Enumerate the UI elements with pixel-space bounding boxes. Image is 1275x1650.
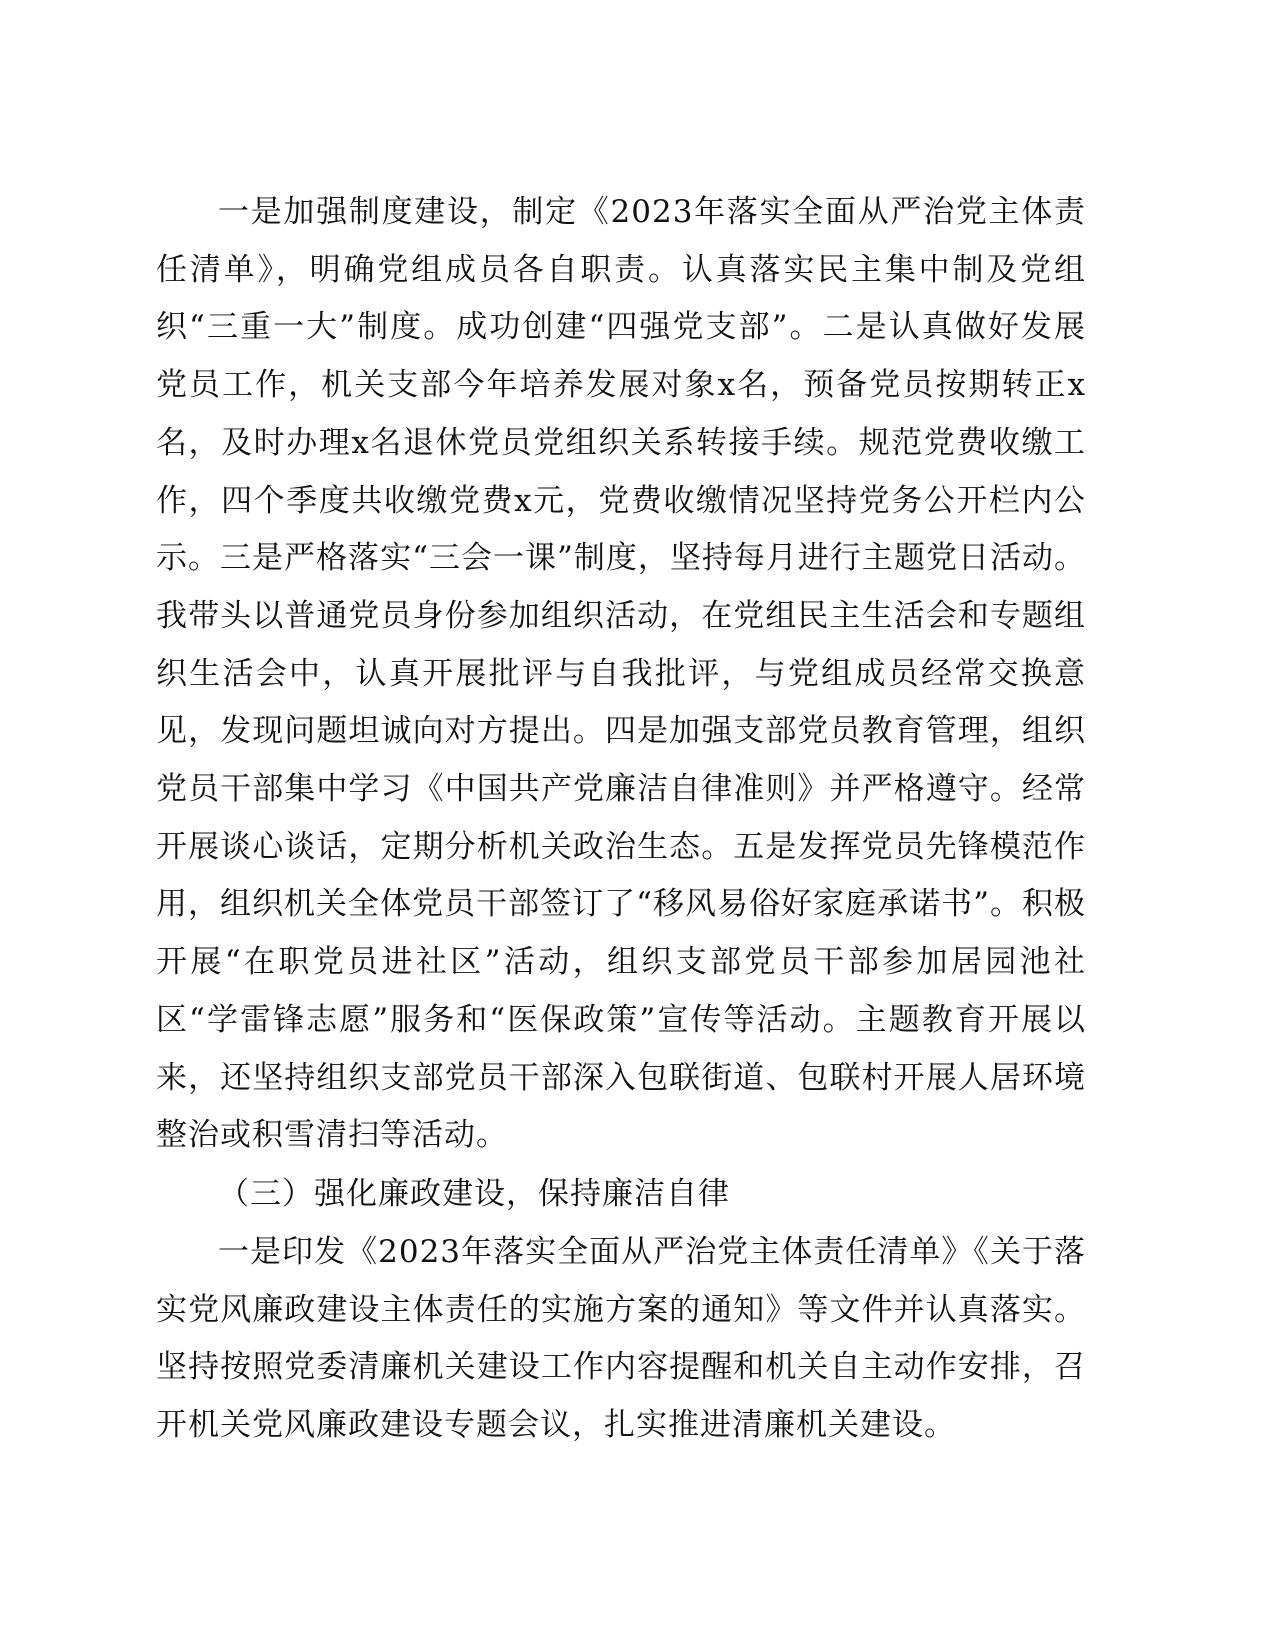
body-paragraph-party-building: 一是加强制度建设，制定《2023年落实全面从严治党主体责任清单》，明确党组成员各自职责。认真落实民主集中制及党组织“三重一大”制度。成功创建“四强党支部”。二是认真做好发展党员工作，机关支部今年培养发展对象x名，预备党员按期转正x名，及时办理x名退休党员党组织关系转接手续。规范党费收缴工作，四个季度共收缴党费x元，党费收缴情况坚持党务公开栏内公示。三是严格落实“三会一课”制度，坚持每月进行主题党日活动。我带头以普通党员身份参加组织活动，在党组民主生活会和专题组织生活会中，认真开展批评与自我批评，与党组成员经常交换意见，发现问题坦诚向对方提出。四是加强支部党员教育管理，组织党员干部集中学习《中国共产党廉洁自律准则》并严格遵守。经常开展谈心谈话，定期分析机关政治生态。五是发挥党员先锋模范作用，组织机关全体党员干部签订了“移风易俗好家庭承诺书”。积极开展“在职党员进社区”活动，组织支部党员干部参加居园池社区“学雷锋志愿”服务和“医保政策”宣传等活动。主题教育开展以来，还坚持组织支部党员干部深入包联街道、包联村开展人居环境整治或积雪清扫等活动。 [156,194,1086,1154]
section-heading-integrity: （三）强化廉政建设，保持廉洁自律 [218,1176,730,1212]
body-paragraph-integrity: 一是印发《2023年落实全面从严治党主体责任清单》《关于落实党风廉政建设主体责任的实施方案的通知》等文件并认真落实。坚持按照党委清廉机关建设工作内容提醒和机关自主动作安排，召开机关党风廉政建设专题会议，扎实推进清廉机关建设。 [156,1234,1086,1444]
